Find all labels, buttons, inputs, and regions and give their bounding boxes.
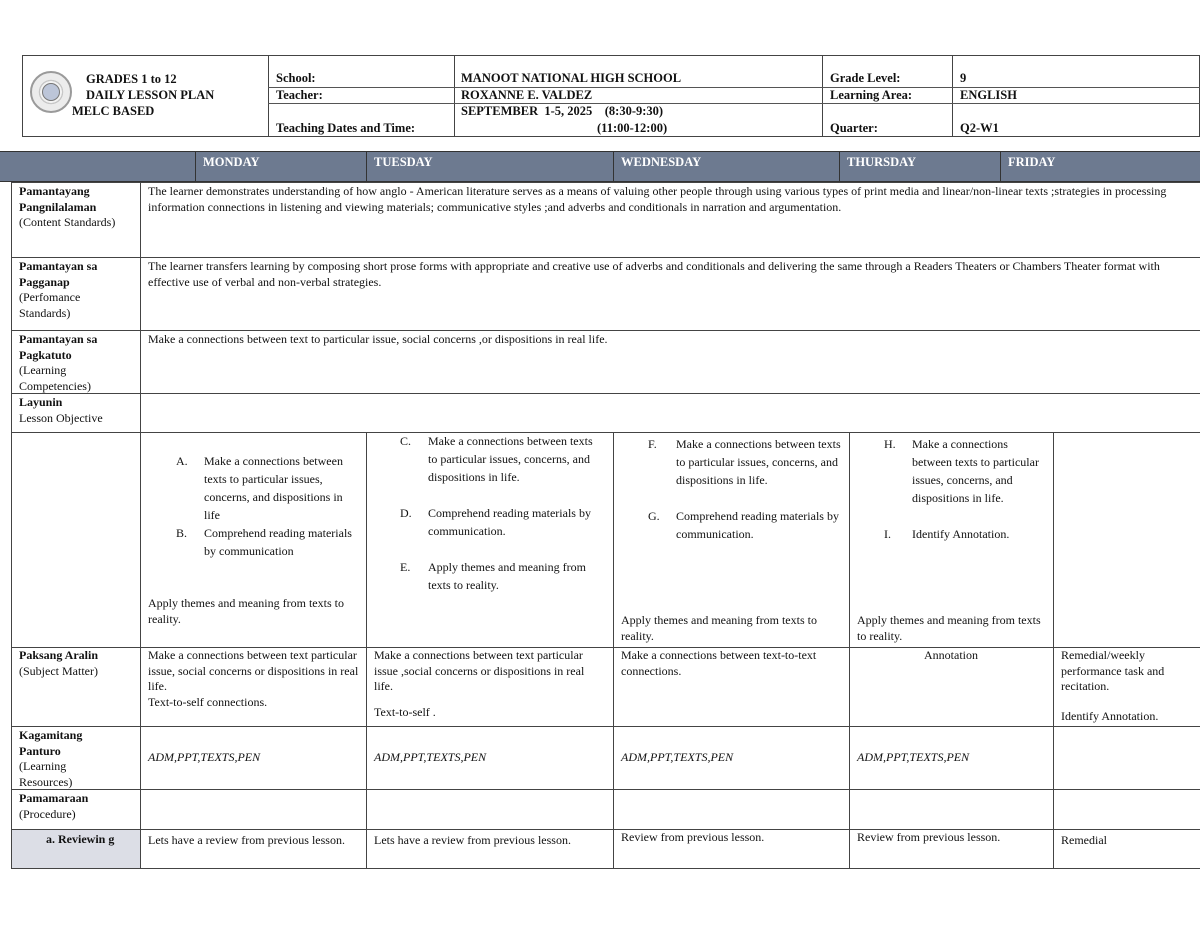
title-line-1: GRADES 1 to 12: [86, 72, 177, 86]
quarter-label: Quarter:: [830, 121, 878, 135]
objectives-monday: [176, 452, 356, 560]
resources-monday: ADM,PPT,TEXTS,PEN: [148, 750, 261, 764]
objective-footer-monday: Apply themes and meaning from texts to reality.: [148, 596, 344, 626]
day-wednesday: WEDNESDAY: [621, 155, 702, 169]
objective-item: G. Comprehend reading materials by communication.: [648, 509, 839, 541]
objective-item: B. Comprehend reading materials by communication: [176, 526, 352, 558]
resources-thursday: ADM,PPT,TEXTS,PEN: [857, 750, 970, 764]
grade-label: Grade Level:: [830, 71, 901, 85]
quarter-value: Q2-W1: [960, 121, 999, 135]
resources-tuesday: ADM,PPT,TEXTS,PEN: [374, 750, 487, 764]
dates-value-line1: SEPTEMBER 1-5, 2025 (8:30-9:30): [461, 104, 664, 118]
objective-item: E. Apply themes and meaning from texts to reality.: [400, 560, 586, 592]
objective-item: C. Make a connections between texts to particular issues, concerns, and dispositions in life.: [400, 434, 593, 484]
subject-matter-label: Paksang Aralin (Subject Matter): [19, 648, 99, 678]
objective-item: A. Make a connections between texts to particular issues, concerns, and dispositions in life: [176, 454, 343, 522]
day-thursday: THURSDAY: [847, 155, 917, 169]
subject-matter-tuesday: Make a connections between text particular issue ,social concerns or dispositions in real life. Text-to-self .: [374, 648, 585, 719]
title-line-3: MELC BASED: [72, 104, 155, 118]
subject-matter-wednesday: Make a connections between text-to-text connections.: [621, 648, 817, 678]
reviewing-wednesday: Review from previous lesson.: [621, 830, 765, 844]
deped-seal-logo: [30, 71, 72, 113]
school-value: MANOOT NATIONAL HIGH SCHOOL: [461, 71, 682, 85]
performance-standards-text: The learner transfers learning by composing short prose forms with appropriate and creative use of adverbs and conditionals and delivering the same through a Readers Theaters or Chambers Theater format with effective use of verbal and non-verbal strategies.: [148, 259, 1160, 289]
teacher-value: ROXANNE E. VALDEZ: [461, 88, 593, 102]
grade-value: 9: [960, 71, 967, 85]
reviewing-thursday: Review from previous lesson.: [857, 830, 1001, 844]
school-label: School:: [276, 71, 316, 85]
subject-matter-thursday: Annotation: [924, 648, 978, 662]
reviewing-tuesday: Lets have a review from previous lesson.: [374, 833, 571, 847]
reviewing-friday: Remedial: [1061, 833, 1107, 847]
objective-footer-wednesday: Apply themes and meaning from texts to reality.: [621, 613, 817, 643]
procedure-label: Pamamaraan (Procedure): [19, 791, 89, 821]
reviewing-monday: Lets have a review from previous lesson.: [148, 833, 345, 847]
objective-item: H. Make a connections between texts to particular issues, concerns, and dispositions in life.: [884, 437, 1039, 505]
learning-competencies-label: Pamantayan sa Pagkatuto (Learning Competencies): [19, 332, 98, 393]
day-friday: FRIDAY: [1008, 155, 1056, 169]
area-value: ENGLISH: [960, 88, 1017, 102]
resources-wednesday: ADM,PPT,TEXTS,PEN: [621, 750, 734, 764]
objective-item: F. Make a connections between texts to particular issues, concerns, and dispositions in life.: [648, 437, 841, 487]
reviewing-label: a. Reviewin g: [46, 832, 115, 846]
dates-value-line2: (11:00-12:00): [597, 121, 668, 135]
subject-matter-monday: Make a connections between text particular issue, social concerns or dispositions in real life. Text-to-self connections.: [148, 648, 359, 709]
objective-item: I. Identify Annotation.: [884, 527, 1010, 541]
dates-label: Teaching Dates and Time:: [276, 121, 416, 135]
title-line-2: DAILY LESSON PLAN: [86, 88, 215, 102]
objectives-wednesday: [648, 435, 844, 543]
day-monday: MONDAY: [203, 155, 260, 169]
objective-footer-thursday: Apply themes and meaning from texts to reality.: [857, 613, 1041, 643]
performance-standards-label: Pamantayan sa Pagganap (Perfomance Standards): [19, 259, 98, 320]
objectives-thursday: [884, 435, 1048, 543]
day-tuesday: TUESDAY: [374, 155, 433, 169]
learning-competencies-text: Make a connections between text to particular issue, social concerns ,or dispositions in real life.: [148, 332, 608, 346]
area-label: Learning Area:: [830, 88, 913, 102]
content-standards-text: The learner demonstrates understanding of how anglo - American literature serves as a means of valuing other people through using various types of print media and linear/non-linear texts ;strategies in processing information connections in listening and viewing materials; communicative styles ;and adverbs and conditionals in narration and argumentation.: [148, 184, 1167, 214]
content-standards-label: Pamantayang Pangnilalaman (Content Standards): [19, 184, 116, 229]
day-header-bar: [0, 151, 1200, 182]
subject-matter-friday: Remedial/weekly performance task and recitation. Identify Annotation.: [1061, 648, 1165, 723]
objectives-tuesday: [400, 432, 600, 594]
teacher-label: Teacher:: [276, 88, 323, 102]
resources-label: Kagamitang Panturo (Learning Resources): [19, 728, 83, 789]
objective-label: Layunin Lesson Objective: [19, 395, 103, 425]
objective-item: D. Comprehend reading materials by communication.: [400, 506, 591, 538]
